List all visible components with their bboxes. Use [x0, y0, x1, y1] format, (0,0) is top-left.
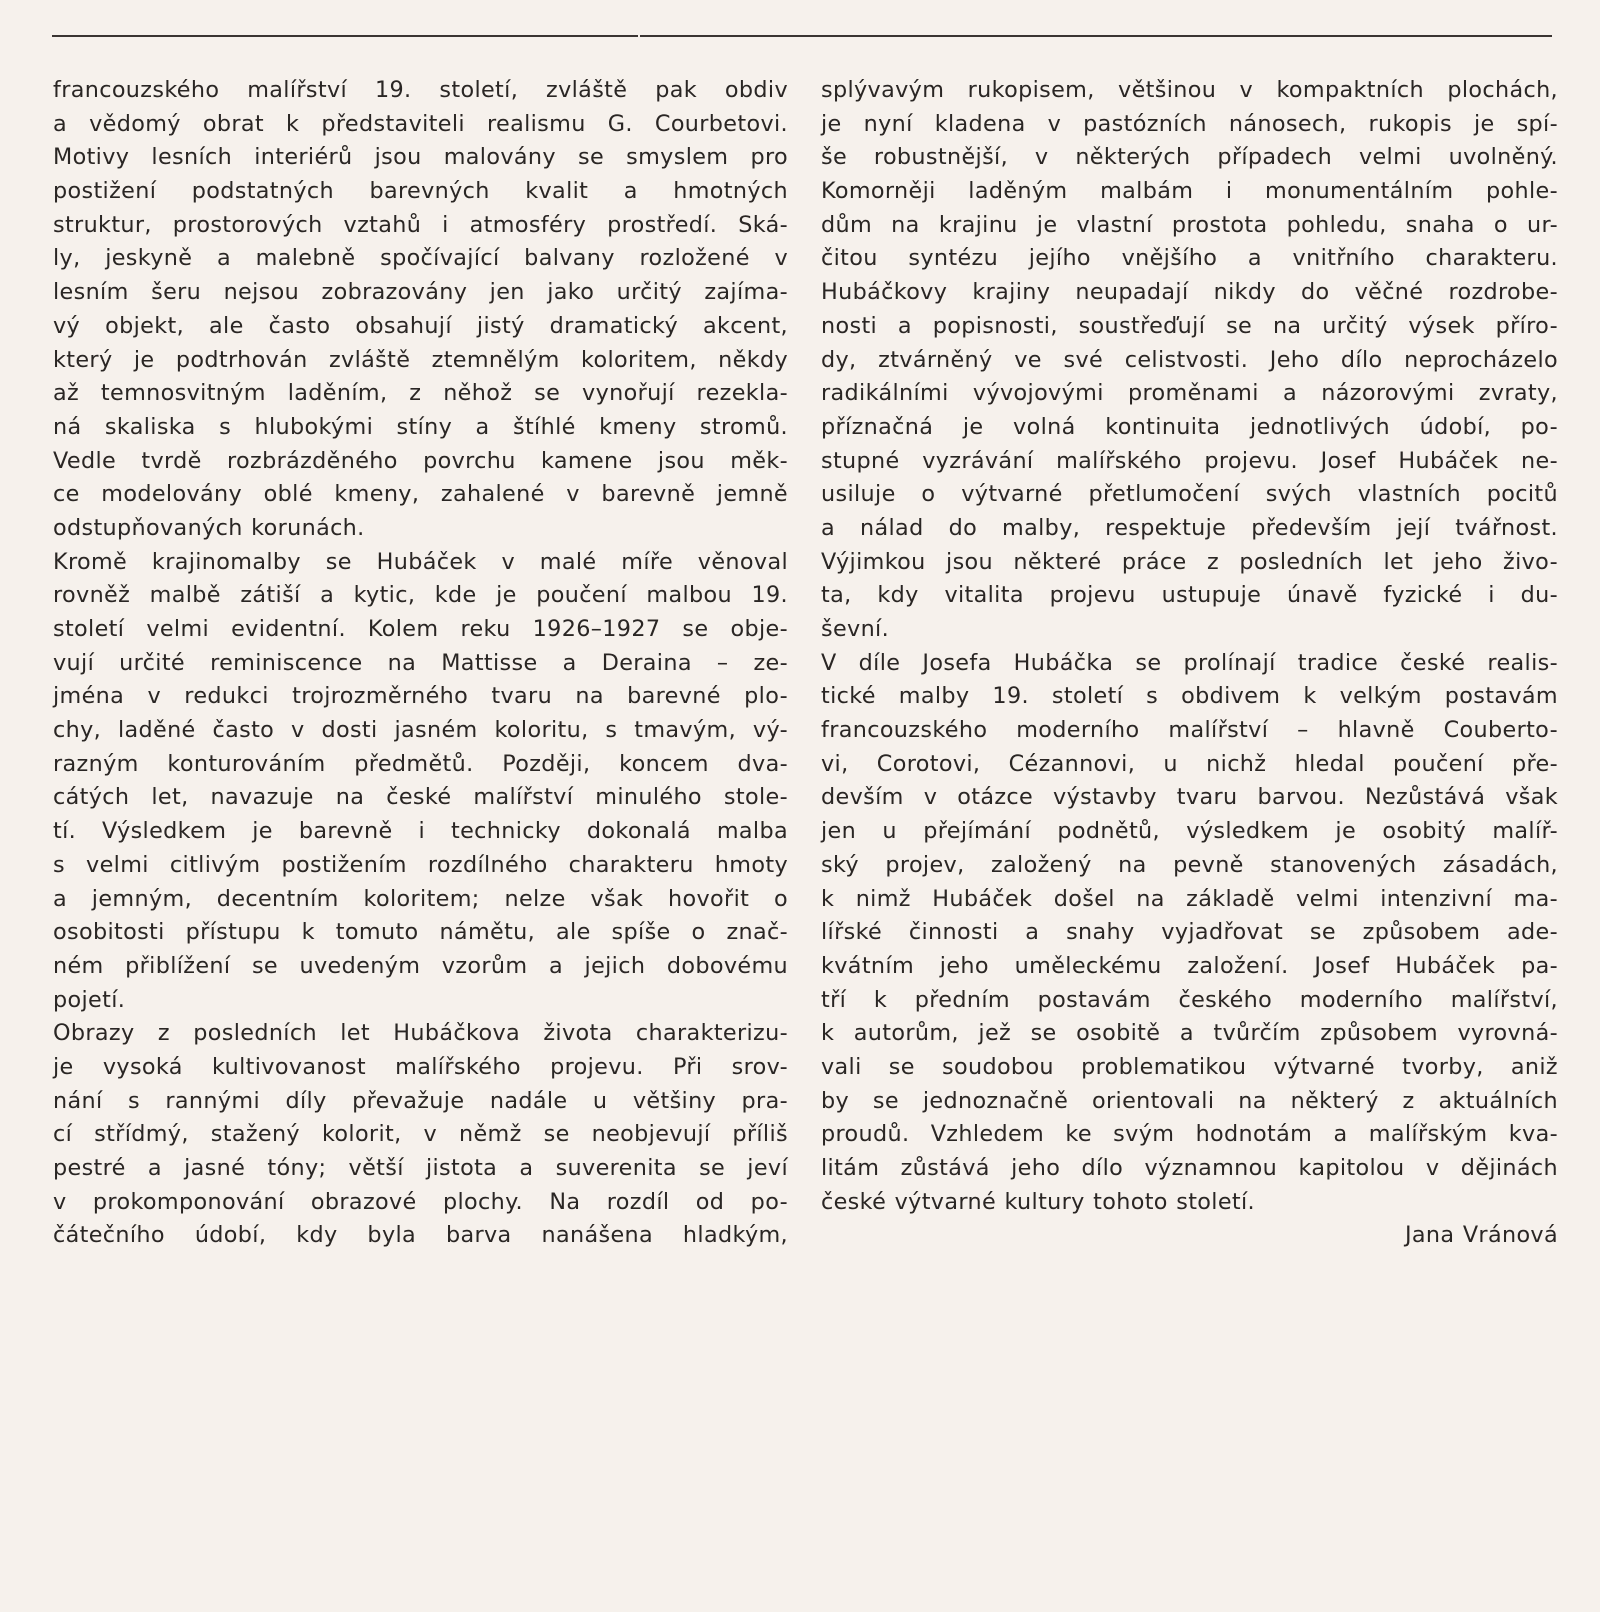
left-column-text-line: pestré a jasné tóny; větší jistota a suverenita se jeví: [53, 1155, 788, 1181]
left-column-text-line: cí střídmý, stažený kolorit, v němž se neobjevují příliš: [53, 1121, 788, 1148]
left-column-text-line: je vysoká kultivovanost malířského projevu. Při srov-: [53, 1053, 788, 1080]
left-column-text-line: struktur, prostorových vztahů i atmosféry prostředí. Ská-: [53, 211, 788, 238]
left-column-text-line: rovněž malbě zátiší a kytic, kde je poučení malbou 19.: [53, 582, 788, 609]
left-column-text-line: Kromě krajinomalby se Hubáček v malé míře věnoval: [53, 548, 788, 575]
left-column-text-line: chy, laděné často v dosti jasném koloritu, s tmavým, vý-: [53, 717, 788, 744]
right-column-text-line: a nálad do malby, respektuje především její tvářnost.: [821, 514, 1558, 541]
left-column-text-line: ly, jeskyně a malebně spočívající balvany rozložené v: [53, 245, 788, 272]
left-column-text-line: století velmi evidentní. Kolem reku 1926–1927 se obje-: [53, 616, 788, 642]
left-column-text-line: až temnosvitným laděním, z něhož se vynořují rezekla-: [53, 380, 788, 407]
left-column: [53, 74, 788, 1253]
right-column-text-line: proudů. Vzhledem ke svým hodnotám a malířským kva-: [821, 1121, 1558, 1148]
left-column-text-line: ná skaliska s hlubokými stíny a štíhlé kmeny stromů.: [53, 413, 788, 440]
right-column-text-line: vali se soudobou problematikou výtvarné tvorby, aniž: [821, 1053, 1558, 1080]
right-column-text-line: je nyní kladena v pastózních nánosech, rukopis je spí-: [821, 110, 1558, 137]
right-column-text-line: jen u přejímání podnětů, výsledkem je osobitý malíř-: [821, 818, 1558, 845]
right-column-text-line: české výtvarné kultury tohoto století.: [821, 1188, 1255, 1215]
right-column-text-line: radikálními vývojovými proměnami a názorovými zvraty,: [821, 380, 1558, 407]
left-column-text-line: nání s rannými díly převažuje nadále u většiny pra-: [53, 1087, 788, 1114]
right-column-text-line: ský projev, založený na pevně stanovených zásadách,: [821, 851, 1558, 878]
right-column-text-line: tické malby 19. století s obdivem k velkým postavám: [821, 683, 1558, 710]
right-column-text-line: francouzského moderního malířství – hlavně Couberto-: [821, 717, 1558, 744]
left-column-text-line: lesním šeru nejsou zobrazovány jen jako určitý zajíma-: [53, 279, 788, 306]
left-column-text-line: který je podtrhován zvláště ztemnělým koloritem, někdy: [53, 346, 788, 373]
right-column-text-line: lířské činnosti a snahy vyjadřovat se způsobem ade-: [821, 919, 1558, 946]
right-column-text-line: dy, ztvárněný ve své celistvosti. Jeho dílo neprocházelo: [821, 346, 1558, 373]
left-column-text-line: pojetí.: [53, 986, 126, 1013]
right-column-text-line: příznačná je volná kontinuita jednotlivých údobí, po-: [821, 413, 1558, 440]
left-column-text-line: vý objekt, ale často obsahují jistý dramatický akcent,: [53, 312, 788, 339]
left-column-text-line: francouzského malířství 19. století, zvláště pak obdiv: [53, 77, 788, 103]
left-column-text-line: cátých let, navazuje na české malířství minulého stole-: [53, 784, 788, 811]
left-column-text-line: ce modelovány oblé kmeny, zahalené v barevně jemně: [53, 481, 788, 508]
right-column-text-line: ševní.: [821, 616, 890, 642]
left-column-text-line: ném přiblížení se uvedeným vzorům a jejich dobovému: [53, 952, 788, 979]
right-column-text-line: splývavým rukopisem, většinou v kompaktních plochách,: [821, 77, 1558, 103]
left-column-text-line: čátečního údobí, kdy byla barva nanášena hladkým,: [53, 1222, 788, 1249]
left-column-text-line: jména v redukci trojrozměrného tvaru na barevné plo-: [53, 683, 788, 710]
left-column-text-line: osobitosti přístupu k tomuto námětu, ale spíše o znač-: [53, 919, 788, 946]
left-column-text-line: razným konturováním předmětů. Později, koncem dva-: [53, 750, 788, 777]
left-column-text-line: postižení podstatných barevných kvalit a hmotných: [53, 178, 788, 205]
author-signature: Jana Vránová: [1404, 1222, 1558, 1249]
right-column-text-line: dům na krajinu je vlastní prostota pohledu, snaha o ur-: [821, 211, 1558, 238]
right-column-text-line: Výjimkou jsou některé práce z posledních let jeho živo-: [821, 548, 1558, 575]
right-column-text-line: kvátním jeho uměleckému založení. Josef Hubáček pa-: [821, 952, 1558, 979]
right-column-text-line: V díle Josefa Hubáčka se prolínají tradice české realis-: [821, 649, 1558, 676]
top-rule-right: [640, 35, 1552, 37]
right-column-text-line: k autorům, jež se osobitě a tvůrčím způsobem vyrovná-: [821, 1020, 1558, 1047]
right-column-text-line: tří k předním postavám českého moderního malířství,: [821, 986, 1558, 1013]
right-column-text-line: čitou syntézu jejího vnějšího a vnitřního charakteru.: [821, 245, 1558, 272]
right-column-text-line: k nimž Hubáček došel na základě velmi intenzivní ma-: [821, 885, 1558, 912]
right-column: [821, 74, 1558, 1253]
right-column-text-line: vi, Corotovi, Cézannovi, u nichž hledal poučení pře-: [821, 750, 1558, 777]
left-column-text-line: Motivy lesních interiérů jsou malovány se smyslem pro: [53, 144, 788, 171]
left-column-text-line: a jemným, decentním koloritem; nelze však hovořit o: [53, 885, 788, 912]
right-column-text-line: by se jednoznačně orientovali na některý z aktuálních: [821, 1087, 1558, 1114]
right-column-text-line: nosti a popisnosti, soustřeďují se na určitý výsek příro-: [821, 312, 1558, 339]
right-column-text-line: ta, kdy vitalita projevu ustupuje únavě fyzické i du-: [821, 582, 1558, 609]
left-column-text-line: v prokomponování obrazové plochy. Na rozdíl od po-: [53, 1188, 788, 1215]
top-rule-left: [52, 35, 638, 37]
left-column-text-line: tí. Výsledkem je barevně i technicky dokonalá malba: [53, 818, 788, 845]
left-column-text-line: odstupňovaných korunách.: [53, 514, 365, 541]
right-column-text-line: litám zůstává jeho dílo významnou kapitolou v dějinách: [821, 1155, 1558, 1181]
left-column-text-line: s velmi citlivým postižením rozdílného charakteru hmoty: [53, 851, 788, 878]
right-column-text-line: še robustnější, v některých případech velmi uvolněný.: [821, 144, 1558, 171]
right-column-text-line: Komorněji laděným malbám i monumentálním pohle-: [821, 178, 1558, 205]
right-column-text-line: Hubáčkovy krajiny neupadají nikdy do věčné rozdrobe-: [821, 279, 1558, 306]
right-column-text-line: devším v otázce výstavby tvaru barvou. Nezůstává však: [821, 784, 1558, 811]
left-column-text-line: Vedle tvrdě rozbrázděného povrchu kamene jsou měk-: [53, 447, 788, 474]
right-column-text-line: stupné vyzrávání malířského projevu. Josef Hubáček ne-: [821, 447, 1558, 474]
left-column-text-line: a vědomý obrat k představiteli realismu G. Courbetovi.: [53, 110, 788, 137]
left-column-text-line: Obrazy z posledních let Hubáčkova života charakterizu-: [53, 1020, 788, 1047]
right-column-text-line: usiluje o výtvarné přetlumočení svých vlastních pocitů: [821, 481, 1558, 508]
left-column-text-line: vují určité reminiscence na Mattisse a Deraina – ze-: [53, 649, 788, 676]
